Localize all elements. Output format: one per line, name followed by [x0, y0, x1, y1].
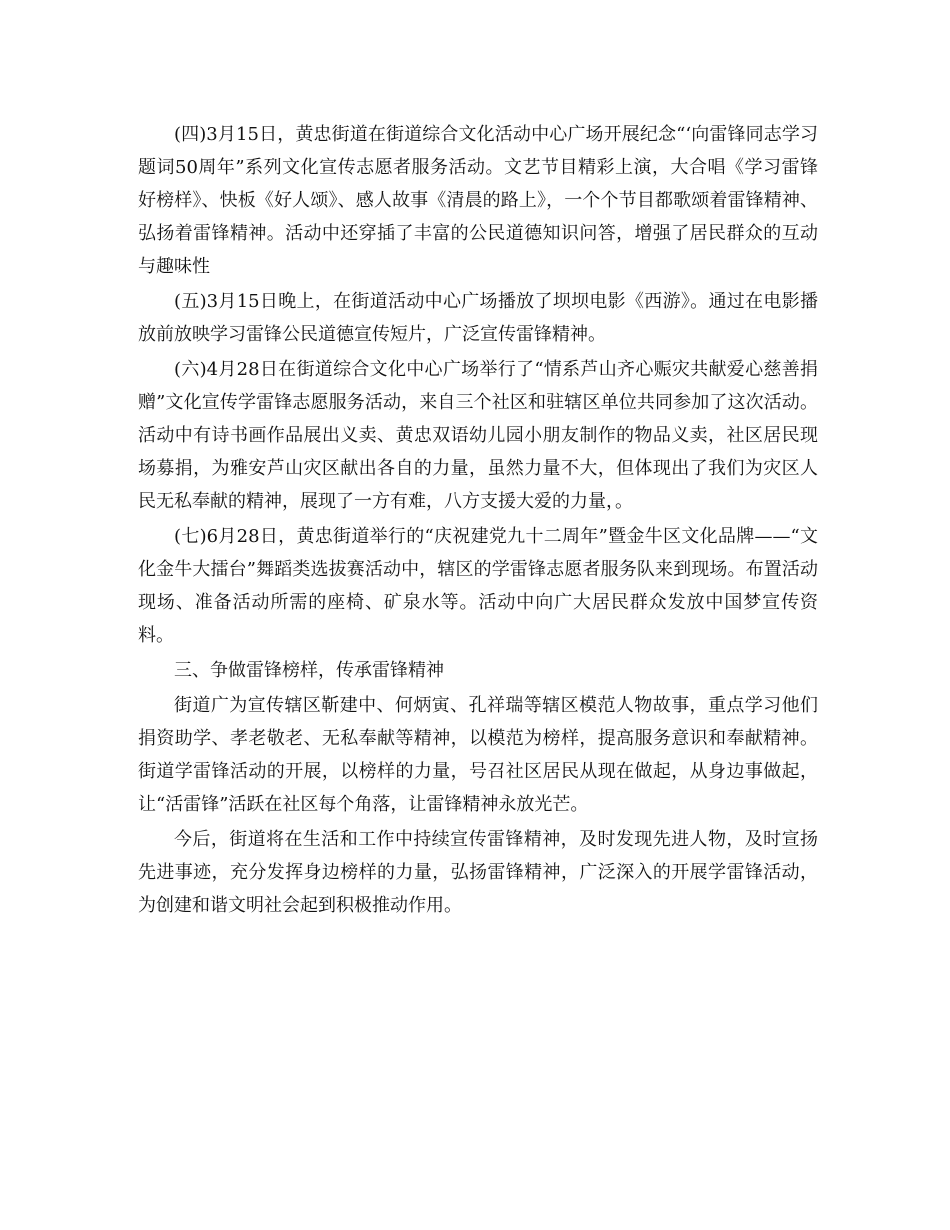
paragraph-role-models: 街道广为宣传辖区靳建中、何炳寅、孔祥瑞等辖区模范人物故事，重点学习他们捐资助学、孝老敬老、无私奉献等精神，以模范为榜样，提高服务意识和奉献精神。街道学雷锋活动的开展，以榜样的力量，号召社区居民从现在做起，从身边事做起，让“活雷锋”活跃在社区每个角落，让雷锋精神永放光芒。 — [138, 695, 818, 815]
paragraph-activity-5: (五)3月15日晚上，在街道活动中心广场播放了坝坝电影《西游》。通过在电影播放前放映学习雷锋公民道德宣传短片，广泛宣传雷锋精神。 — [138, 291, 818, 345]
paragraph-activity-6: (六)4月28日在街道综合文化中心广场举行了“情系芦山齐心赈灾共献爱心慈善捐赠”文化宣传学雷锋志愿服务活动，来自三个社区和驻辖区单位共同参加了这次活动。活动中有诗书画作品展出义卖、黄忠双语幼儿园小朋友制作的物品义卖，社区居民现场募捐，为雅安芦山灾区献出各自的力量，虽然力量不大，但体现出了我们为灾区人民无私奉献的精神，展现了一方有难，八方支援大爱的力量，。 — [138, 359, 818, 512]
paragraph-future: 今后，街道将在生活和工作中持续宣传雷锋精神，及时发现先进人物，及时宣扬先进事迹，充分发挥身边榜样的力量，弘扬雷锋精神，广泛深入的开展学雷锋活动，为创建和谐文明社会起到积极推动作用。 — [138, 829, 818, 916]
paragraph-activity-4: (四)3月15日，黄忠街道在街道综合文化活动中心广场开展纪念“‘向雷锋同志学习题词50周年”系列文化宣传志愿者服务活动。文艺节目精彩上演，大合唱《学习雷锋好榜样》、快板《好人颂》、感人故事《清晨的路上》，一个个节目都歌颂着雷锋精神、弘扬着雷锋精神。活动中还穿插了丰富的公民道德知识问答，增强了居民群众的互动与趣味性 — [138, 124, 818, 277]
document-body — [138, 118, 818, 924]
paragraph-activity-7: (七)6月28日，黄忠街道举行的“庆祝建党九十二周年”暨金牛区文化品牌——“文化金牛大擂台”舞蹈类选拔赛活动中，辖区的学雷锋志愿者服务队来到现场。布置活动现场、准备活动所需的座椅、矿泉水等。活动中向广大居民群众发放中国梦宣传资料。 — [138, 526, 818, 646]
section-heading-3: 三、争做雷锋榜样，传承雷锋精神 — [174, 660, 444, 681]
